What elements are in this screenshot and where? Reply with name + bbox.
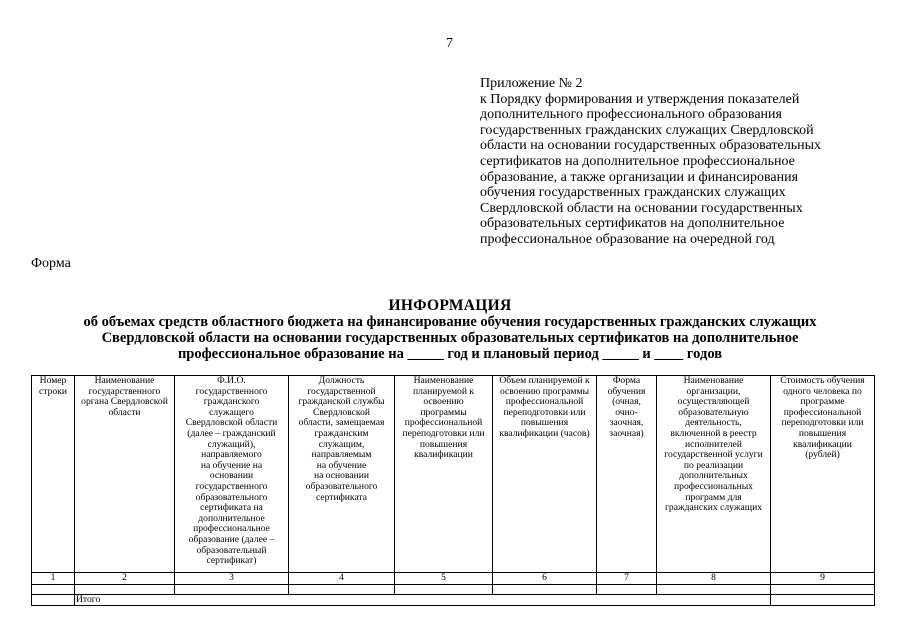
appendix-line: Свердловской области на основании государственных bbox=[480, 200, 803, 216]
column-header-line: включенной в реестр bbox=[670, 427, 757, 439]
column-header-line: одного человека по bbox=[783, 385, 862, 397]
column-header-line: квалификации bbox=[793, 438, 852, 450]
column-header-line: квалификации bbox=[414, 449, 473, 461]
table-cell bbox=[771, 584, 875, 594]
column-header-line: на основании bbox=[313, 470, 370, 482]
column-header bbox=[597, 376, 657, 573]
column-header-line: сертификат) bbox=[206, 555, 257, 567]
appendix-line: образовательных сертификатов на дополнительное bbox=[480, 216, 785, 232]
column-header-line: государственной bbox=[307, 385, 376, 397]
column-header bbox=[493, 376, 597, 573]
heading-line: Свердловской области на основании государственных образовательных сертификатов на дополнительное bbox=[101, 330, 799, 346]
column-header-line: исполнителей bbox=[685, 438, 742, 450]
column-header bbox=[395, 376, 493, 573]
column-header-line: профессиональных bbox=[674, 480, 753, 492]
column-header-line: освоению bbox=[423, 396, 464, 408]
column-header-line: программ для bbox=[685, 491, 742, 503]
column-header-line: Наименование bbox=[413, 375, 474, 386]
column-header-line: осуществляющей bbox=[677, 396, 750, 408]
column-header-line: образовательный bbox=[196, 544, 267, 556]
column-header-line: основании bbox=[209, 470, 254, 482]
heading-title: ИНФОРМАЦИЯ bbox=[388, 297, 512, 314]
appendix-line: государственных гражданских служащих Свердловской bbox=[480, 122, 814, 138]
column-header-line: служащий), bbox=[207, 438, 256, 450]
column-header-line: области bbox=[108, 406, 141, 418]
appendix-title: Приложение № 2 bbox=[480, 76, 583, 91]
column-header-line: Наименование bbox=[94, 375, 155, 386]
column-number: 5 bbox=[395, 573, 493, 585]
table-cell bbox=[395, 584, 493, 594]
column-header-line: организации, bbox=[686, 385, 741, 397]
info-table bbox=[31, 375, 875, 606]
appendix-line: обучения государственных гражданских служащих bbox=[480, 185, 786, 201]
column-header-line: программы bbox=[420, 406, 467, 418]
page-number: 7 bbox=[446, 36, 453, 51]
column-header-line: образование (далее – bbox=[188, 533, 275, 545]
appendix-line: сертификатов на дополнительное профессиональное bbox=[480, 153, 795, 169]
column-header-line: государственного bbox=[195, 385, 268, 397]
table-cell bbox=[289, 584, 395, 594]
column-header bbox=[657, 376, 771, 573]
column-header bbox=[32, 376, 75, 573]
appendix-line: профессиональное образование на очередной год bbox=[480, 231, 775, 247]
total-row bbox=[32, 594, 875, 606]
column-header-line: квалификации (часов) bbox=[499, 427, 590, 439]
column-header-line: государственной услуги bbox=[664, 449, 763, 461]
form-label: Форма bbox=[31, 256, 71, 271]
column-header-line: заочная, bbox=[609, 417, 644, 429]
column-header-line: сертификата bbox=[315, 491, 368, 503]
column-header-line: (далее – гражданский bbox=[187, 427, 276, 439]
appendix-line: дополнительного профессионального образования bbox=[480, 107, 782, 123]
column-header-line: профессиональной bbox=[404, 417, 483, 429]
column-header-line: гражданского bbox=[203, 396, 260, 408]
table-cell bbox=[657, 584, 771, 594]
column-header-line: программе bbox=[800, 396, 845, 408]
column-header-line: Свердловской области bbox=[185, 417, 278, 429]
column-header-line: Должность bbox=[318, 375, 365, 386]
column-header-line: образовательного bbox=[305, 480, 378, 492]
column-header-line: государственного bbox=[195, 480, 268, 492]
column-header-line: Стоимость обучения bbox=[780, 375, 865, 386]
column-header-line: по реализации bbox=[683, 459, 744, 471]
column-number: 7 bbox=[597, 573, 657, 585]
column-header-line: повышения bbox=[798, 427, 847, 439]
column-header-line: направляемого bbox=[201, 449, 262, 461]
column-header-line: Ф.И.О. bbox=[217, 375, 246, 386]
column-header-line: строки bbox=[39, 385, 67, 397]
column-header-line: очно- bbox=[615, 406, 638, 418]
column-header-line: (рублей) bbox=[805, 449, 840, 461]
column-header-line: направляемым bbox=[311, 449, 372, 461]
column-header-line: государственного bbox=[88, 385, 161, 397]
column-header-line: деятельность, bbox=[685, 417, 742, 429]
column-header-line: сертификата на bbox=[200, 502, 263, 514]
table-cell bbox=[493, 584, 597, 594]
column-header-line: освоению программы bbox=[499, 385, 590, 397]
column-header bbox=[75, 376, 175, 573]
column-header-line: образовательного bbox=[195, 491, 268, 503]
column-header bbox=[289, 376, 395, 573]
column-header-line: обучения bbox=[607, 385, 646, 397]
column-header-line: на обучение bbox=[316, 459, 367, 471]
document-heading bbox=[40, 298, 860, 362]
column-header-line: профессиональной bbox=[505, 396, 584, 408]
column-header bbox=[175, 376, 289, 573]
column-header-line: Форма bbox=[612, 375, 641, 386]
table-cell bbox=[75, 584, 175, 594]
column-number: 6 bbox=[493, 573, 597, 585]
column-header-line: Номер bbox=[39, 375, 67, 386]
column-header-line: дополнительных bbox=[679, 470, 748, 482]
column-header-line: Свердловской bbox=[312, 406, 371, 418]
column-number: 4 bbox=[289, 573, 395, 585]
column-header-line: органа Свердловской bbox=[81, 396, 168, 408]
heading-line: об объемах средств областного бюджета на финансирование обучения государственных гражданских служащих bbox=[83, 314, 817, 330]
appendix-block bbox=[480, 76, 860, 248]
column-header-line: образовательную bbox=[678, 406, 749, 418]
column-header-line: профессиональной bbox=[783, 406, 862, 418]
column-number-row bbox=[32, 573, 875, 585]
column-header-line: гражданской службы bbox=[298, 396, 385, 408]
column-header-line: переподготовки или bbox=[503, 406, 586, 418]
column-header-line: планируемой к bbox=[412, 385, 475, 397]
column-header-line: профессиональное bbox=[193, 523, 270, 535]
column-number: 3 bbox=[175, 573, 289, 585]
column-header-line: (очная, bbox=[612, 396, 641, 408]
total-value-cell bbox=[771, 594, 875, 606]
column-header-line: повышения bbox=[520, 417, 569, 429]
table-header-row bbox=[32, 376, 875, 573]
column-header-line: гражданским bbox=[314, 427, 369, 439]
column-number: 8 bbox=[657, 573, 771, 585]
total-label: Итого bbox=[75, 594, 771, 606]
empty-data-row bbox=[32, 584, 875, 594]
appendix-line: к Порядку формирования и утверждения показателей bbox=[480, 91, 800, 107]
column-header-line: гражданских служащих bbox=[664, 502, 763, 514]
column-header-line: области, замещаемая bbox=[298, 417, 385, 429]
column-header bbox=[771, 376, 875, 573]
column-number: 2 bbox=[75, 573, 175, 585]
table-cell bbox=[175, 584, 289, 594]
table-cell bbox=[32, 584, 75, 594]
column-header-line: Объем планируемой к bbox=[499, 375, 590, 386]
appendix-line: образование, а также организации и финансирования bbox=[480, 169, 799, 185]
column-number: 9 bbox=[771, 573, 875, 585]
column-header-line: дополнительное bbox=[198, 512, 265, 524]
table-cell bbox=[597, 584, 657, 594]
column-header-line: на обучение на bbox=[200, 459, 263, 471]
column-header-line: повышения bbox=[419, 438, 468, 450]
appendix-line: области на основании государственных образовательных bbox=[480, 138, 822, 154]
column-header-line: заочная) bbox=[609, 427, 644, 439]
column-header-line: служащего bbox=[209, 406, 254, 418]
column-header-line: служащим, bbox=[318, 438, 365, 450]
column-header-line: переподготовки или bbox=[402, 427, 485, 439]
heading-line: профессиональное образование на _____ год и плановый период _____ и ____ годов bbox=[177, 346, 723, 362]
column-number: 1 bbox=[32, 573, 75, 585]
column-header-line: переподготовки или bbox=[781, 417, 864, 429]
table-cell bbox=[32, 594, 75, 606]
column-header-line: Наименование bbox=[683, 375, 744, 386]
